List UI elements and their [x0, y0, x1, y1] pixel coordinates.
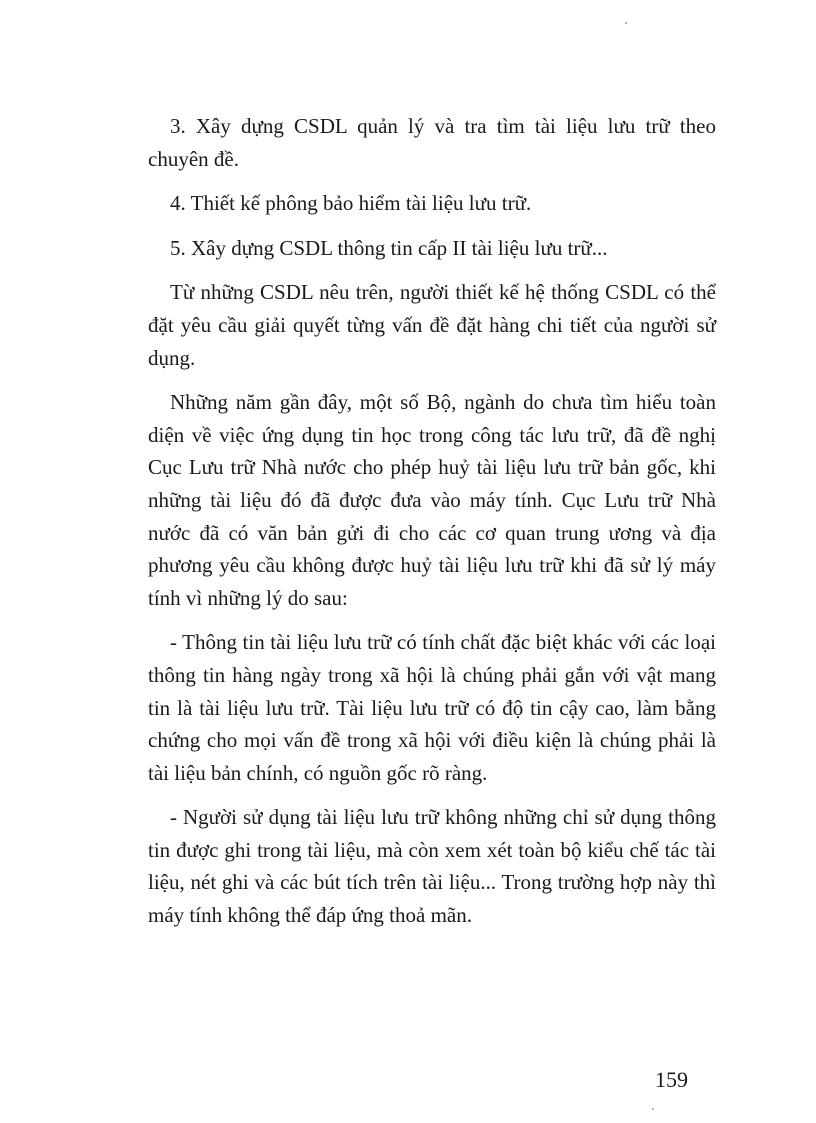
page-number: 159: [655, 1067, 688, 1092]
paragraph-reason-1: - Thông tin tài liệu lưu trữ có tính chất đặc biệt khác với các loại thông tin hàng ngày trong xã hội là chúng phải gắn với vật mang tin là tài liệu lưu trữ. Tài liệu lưu trữ có độ tin cậy cao, làm bằng chứng cho mọi vấn đề trong xã hội với điều kiện là chúng phải là tài liệu bản chính, có nguồn gốc rõ ràng.: [148, 630, 716, 785]
paragraph-csdl-design: Từ những CSDL nêu trên, người thiết kế hệ thống CSDL có thể đặt yêu cầu giải quyết từng vấn đề đặt hàng chi tiết của người sử dụng.: [148, 280, 716, 370]
list-item-5: 5. Xây dựng CSDL thông tin cấp II tài liệu lưu trữ...: [170, 235, 608, 260]
paragraph-reason-2: - Người sử dụng tài liệu lưu trữ không những chỉ sử dụng thông tin được ghi trong tài liệu, mà còn xem xét toàn bộ kiểu chế tác tài liệu, nét ghi và các bút tích trên tài liệu... Trong trường hợp này thì máy tính không thể đáp ứng thoả mãn.: [148, 805, 716, 928]
paragraph-recent-years: Những năm gần đây, một số Bộ, ngành do chưa tìm hiểu toàn diện về việc ứng dụng tin học trong công tác lưu trữ, đã đề nghị Cục Lưu trữ Nhà nước cho phép huỷ tài liệu lưu trữ bản gốc, khi những tài liệu đó đã được đưa vào máy tính. Cục Lưu trữ Nhà nước đã có văn bản gửi đi cho các cơ quan trung ương và địa phương yêu cầu không được huỷ tài liệu lưu trữ khi đã sử lý máy tính vì những lý do sau:: [148, 390, 716, 610]
list-item-3: 3. Xây dựng CSDL quản lý và tra tìm tài liệu lưu trữ theo chuyên đề.: [148, 114, 716, 171]
page-body: [148, 110, 716, 944]
scan-speck: [625, 22, 627, 24]
scan-speck: [652, 1108, 654, 1110]
list-item-4: 4. Thiết kế phông bảo hiểm tài liệu lưu trữ.: [170, 191, 532, 216]
